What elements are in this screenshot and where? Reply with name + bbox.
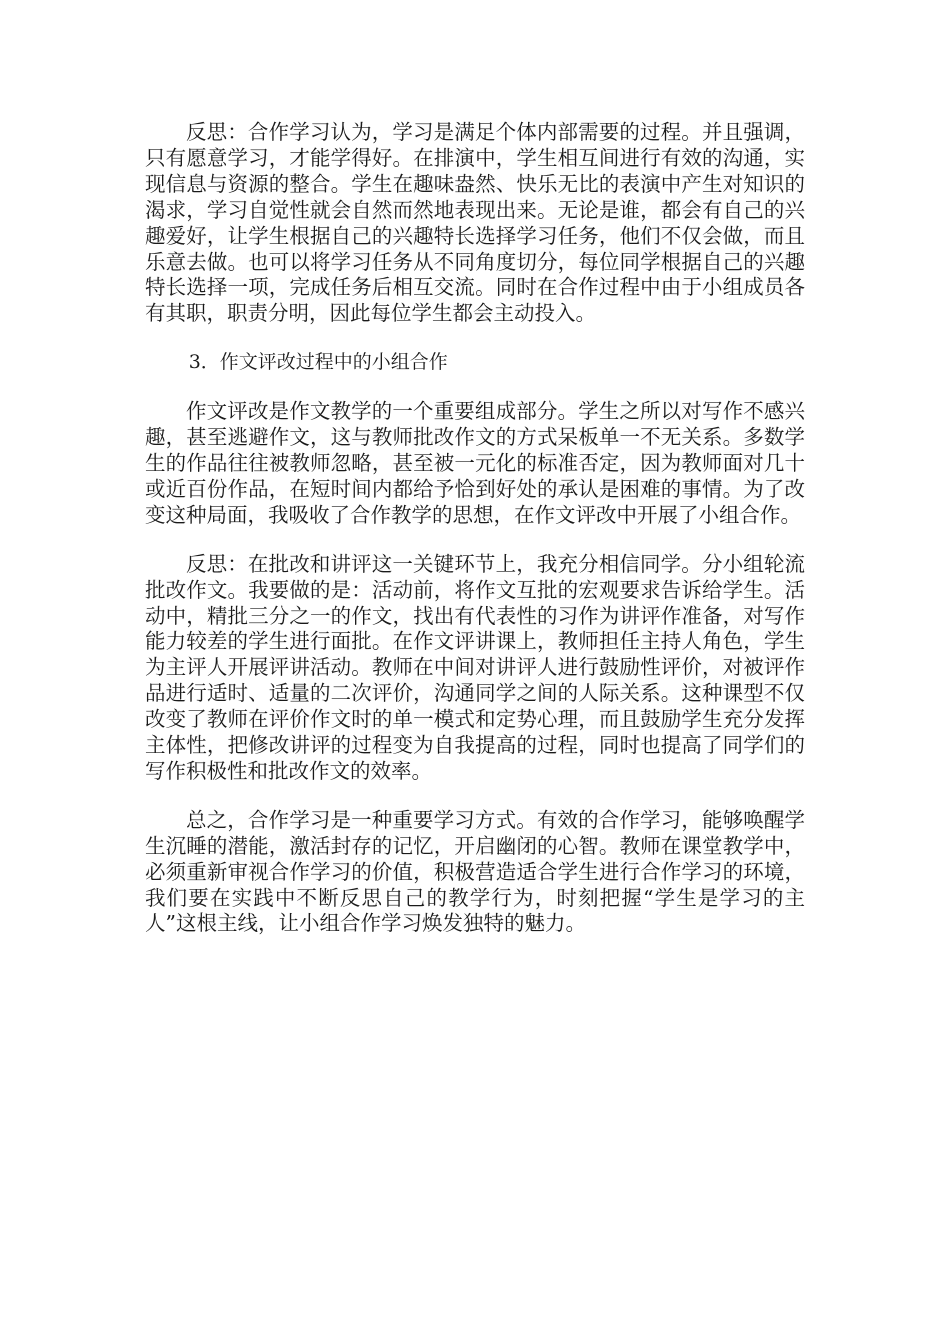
essay-review-paragraph: 作文评改是作文教学的一个重要组成部分。学生之所以对写作不感兴趣，甚至逃避作文，这与教师批改作文的方式呆板单一不无关系。多数学生的作品往往被教师忽略，甚至被一元化的标准否定，因为教师面对几十或近百份作品，在短时间内都给予恰到好处的承认是困难的事情。为了改变这种局面，我吸收了合作教学的思想，在作文评改中开展了小组合作。 [145,399,805,527]
document-page [145,120,805,960]
conclusion-paragraph: 总之，合作学习是一种重要学习方式。有效的合作学习，能够唤醒学生沉睡的潜能，激活封存的记忆，开启幽闭的心智。教师在课堂教学中，必须重新审视合作学习的价值，积极营造适合学生进行合作学习的环境，我们要在实践中不断反思自己的教学行为，时刻把握“学生是学习的主人”这根主线，让小组合作学习焕发独特的魅力。 [145,807,805,936]
section-heading: 3．作文评改过程中的小组合作 [188,351,448,374]
reflection-paragraph-2: 反思：在批改和讲评这一关键环节上，我充分相信同学。分小组轮流批改作文。我要做的是：活动前，将作文互批的宏观要求告诉给学生。活动中，精批三分之一的作文，找出有代表性的习作为讲评作准备，对写作能力较差的学生进行面批。在作文评讲课上，教师担任主持人角色，学生为主评人开展评讲活动。教师在中间对讲评人进行鼓励性评价，对被评作品进行适时、适量的二次评价，沟通同学之间的人际关系。这种课型不仅改变了教师在评价作文时的单一模式和定势心理，而且鼓励学生充分发挥主体性，把修改讲评的过程变为自我提高的过程，同时也提高了同学们的写作积极性和批改作文的效率。 [145,551,805,783]
reflection-paragraph-1: 反思：合作学习认为，学习是满足个体内部需要的过程。并且强调，只有愿意学习，才能学得好。在排演中，学生相互间进行有效的沟通，实现信息与资源的整合。学生在趣味盎然、快乐无比的表演中产生对知识的渴求，学习自觉性就会自然而然地表现出来。无论是谁，都会有自己的兴趣爱好，让学生根据自己的兴趣特长选择学习任务，他们不仅会做，而且乐意去做。也可以将学习任务从不同角度切分，每位同学根据自己的兴趣特长选择一项，完成任务后相互交流。同时在合作过程中由于小组成员各有其职，职责分明，因此每位学生都会主动投入。 [145,120,805,326]
